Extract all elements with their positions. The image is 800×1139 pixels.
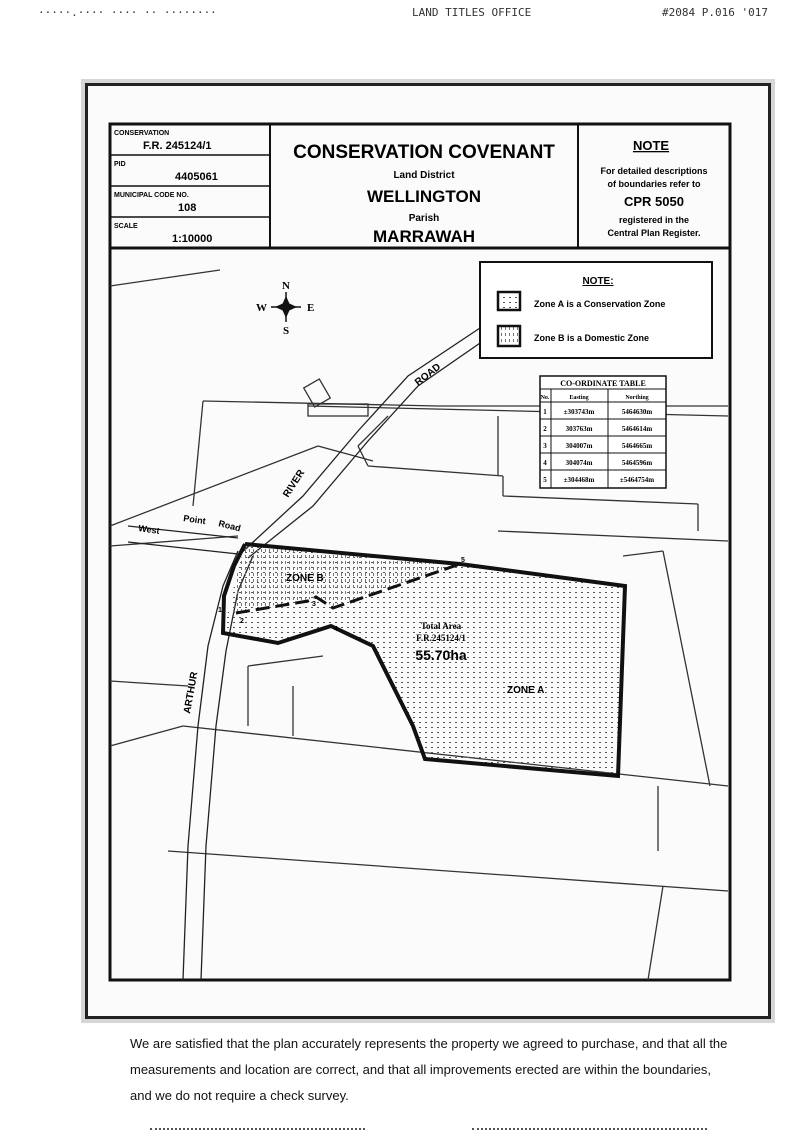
plan-document bbox=[85, 83, 771, 1019]
point-1-label: 1 bbox=[218, 607, 222, 614]
legend-zone-b: Zone B is a Domestic Zone bbox=[534, 333, 650, 343]
plan-title: CONSERVATION COVENANT bbox=[293, 142, 555, 163]
coordinate-table bbox=[540, 376, 666, 488]
field-value-covenant: F.R. 245124/1 bbox=[143, 140, 212, 152]
field-value-pid: 4405061 bbox=[175, 171, 218, 183]
field-value-municipal: 108 bbox=[178, 202, 197, 214]
fax-header bbox=[0, 0, 800, 24]
field-label-covenant: CONSERVATION bbox=[114, 130, 170, 137]
note-line-5: Central Plan Register. bbox=[607, 228, 701, 238]
fax-header-right: #2084 P.016 '017 bbox=[662, 6, 768, 19]
total-area-ref: F.R.245124/1 bbox=[416, 633, 466, 643]
coord-row-1-northing: 5464630m bbox=[621, 408, 653, 416]
compass-s: S bbox=[282, 325, 290, 337]
total-area-value: 55.70ha bbox=[415, 647, 467, 663]
point-5-label: 5 bbox=[461, 557, 465, 564]
field-value-scale: 1:10000 bbox=[172, 233, 213, 245]
coord-row-5-no: 5 bbox=[543, 476, 547, 484]
signature-line-left bbox=[150, 1128, 365, 1132]
compass-icon bbox=[256, 280, 314, 337]
coord-table-title: CO-ORDINATE TABLE bbox=[560, 379, 646, 388]
road-label-2: Road bbox=[217, 518, 242, 534]
note-heading: NOTE bbox=[632, 138, 670, 153]
zone-a-label: ZONE A bbox=[507, 685, 545, 696]
parish-label: Parish bbox=[408, 213, 440, 224]
coord-row-4-easting: 304074m bbox=[565, 459, 593, 467]
coord-row-2-northing: 5464614m bbox=[621, 425, 653, 433]
plan-drawing bbox=[88, 86, 768, 1016]
coord-row-1-easting: ±303743m bbox=[563, 408, 595, 416]
coord-header-northing: Northing bbox=[625, 395, 649, 401]
note-line-3: CPR 5050 bbox=[624, 194, 684, 209]
coord-row-5-easting: ±304468m bbox=[563, 476, 595, 484]
signature-line-right bbox=[472, 1128, 707, 1132]
coord-row-2-no: 2 bbox=[543, 425, 547, 433]
coord-row-3-easting: 304007m bbox=[565, 442, 593, 450]
point-3-label: 3 bbox=[312, 601, 316, 608]
compass-n: N bbox=[282, 280, 290, 292]
coord-row-3-northing: 5464665m bbox=[621, 442, 653, 450]
point-2-label: 2 bbox=[240, 618, 244, 625]
coord-row-2-easting: 303763m bbox=[565, 425, 593, 433]
coord-row-1-no: 1 bbox=[543, 408, 547, 416]
arthur-label: ARTHUR bbox=[182, 671, 201, 715]
point-4-label: 4 bbox=[334, 626, 338, 633]
note-line-2: of boundaries refer to bbox=[607, 179, 701, 189]
legend-heading: NOTE: bbox=[582, 276, 614, 287]
total-area-label: Total Area bbox=[420, 621, 462, 631]
west-label: West bbox=[137, 523, 161, 536]
zone-b-label: ZONE B bbox=[286, 573, 324, 584]
coord-row-3-no: 3 bbox=[543, 442, 547, 450]
coord-header-no: No. bbox=[540, 395, 550, 401]
fax-header-left: ·····.···· ···· ·· ········ bbox=[38, 6, 217, 19]
coord-header-easting: Easting bbox=[569, 395, 589, 401]
field-label-municipal: MUNICIPAL CODE NO. bbox=[114, 192, 189, 199]
field-label-scale: SCALE bbox=[114, 223, 138, 230]
land-district-label: Land District bbox=[393, 170, 455, 181]
coord-row-4-no: 4 bbox=[543, 459, 547, 467]
compass-e: E bbox=[307, 302, 315, 314]
coord-row-4-northing: 5464596m bbox=[621, 459, 653, 467]
river-label: RIVER bbox=[281, 468, 308, 500]
point-label: Point bbox=[182, 513, 207, 527]
compass-w: W bbox=[256, 302, 267, 314]
field-label-pid: PID bbox=[114, 161, 126, 168]
road-label: ROAD bbox=[413, 361, 444, 389]
fax-header-center: LAND TITLES OFFICE bbox=[412, 6, 532, 19]
note-line-4: registered in the bbox=[618, 215, 690, 225]
land-district-value: WELLINGTON bbox=[367, 187, 481, 206]
coord-row-5-northing: ±5464754m bbox=[619, 476, 655, 484]
parish-value: MARRAWAH bbox=[373, 227, 475, 246]
legend bbox=[480, 262, 712, 358]
title-block bbox=[110, 124, 730, 248]
note-line-1: For detailed descriptions bbox=[600, 166, 708, 176]
purchaser-statement: We are satisfied that the plan accurately represents the property we agreed to purchase, and that all the measurements and location are correct, and that all improvements erected are within the boundaries, and we do not require a check survey. bbox=[130, 1036, 728, 1103]
legend-zone-a: Zone A is a Conservation Zone bbox=[534, 299, 666, 309]
zone-b-swatch bbox=[498, 326, 520, 346]
zone-a-swatch bbox=[498, 292, 520, 310]
